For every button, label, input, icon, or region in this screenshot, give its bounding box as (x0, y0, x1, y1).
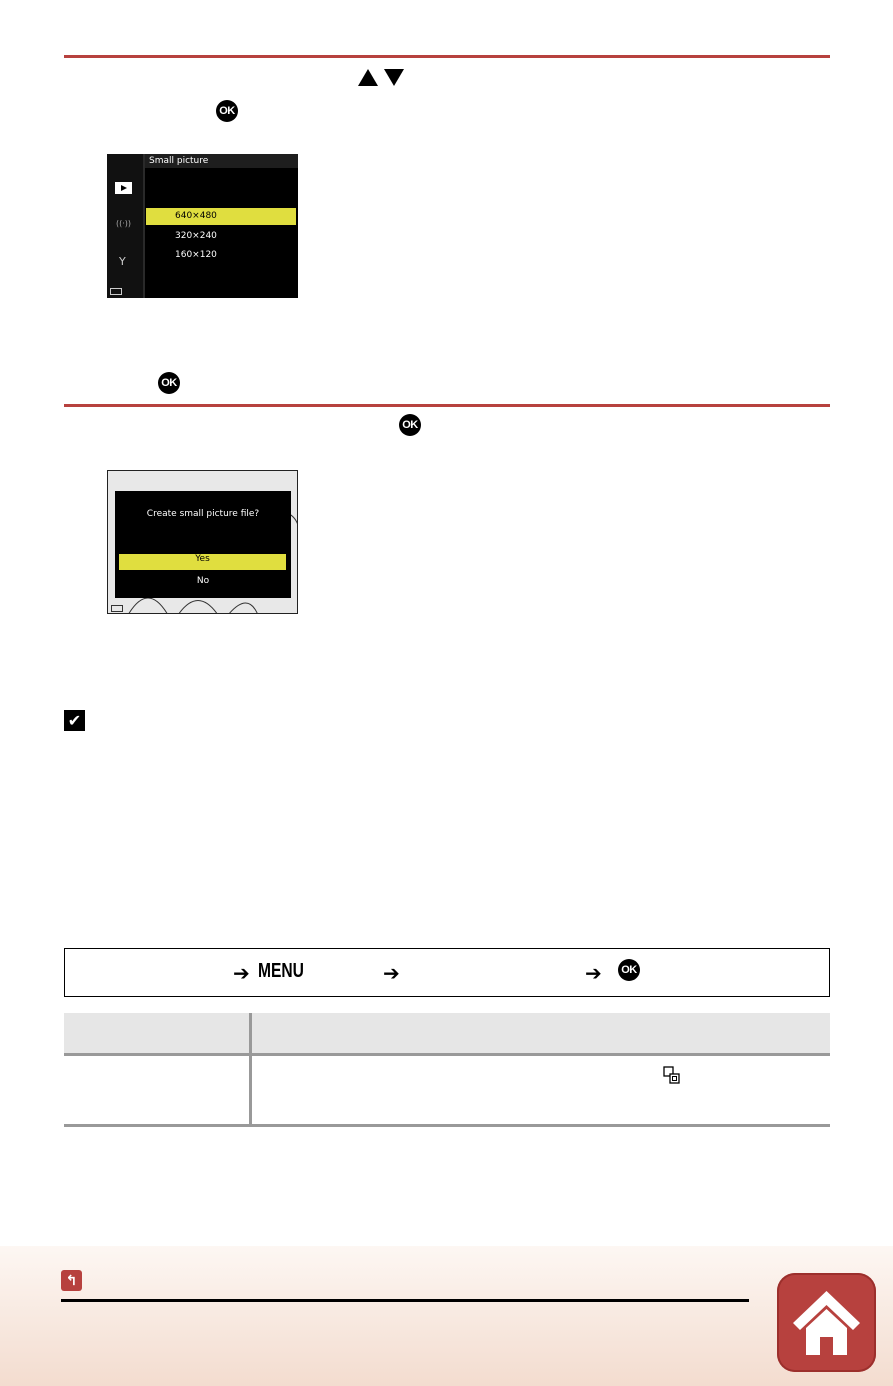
back-arrow-icon[interactable]: ↰ (61, 1270, 82, 1291)
menu-path-box (64, 948, 830, 997)
table-column-divider (249, 1013, 252, 1126)
playback-icon (115, 182, 132, 194)
ok-button-icon: OK (216, 100, 238, 122)
ok-button-icon: OK (618, 959, 640, 981)
battery-icon (110, 288, 122, 295)
arrow-icon: ➔ (383, 961, 400, 985)
camera-screen-confirm (107, 470, 298, 614)
ok-button-icon: OK (399, 414, 421, 436)
menu-button-label: MENU (258, 960, 304, 982)
option-320x240[interactable]: 320×240 (175, 231, 217, 241)
note-check-icon: ✔ (64, 710, 85, 731)
table-header (64, 1013, 830, 1055)
wireless-icon: ((·)) (116, 219, 132, 228)
screen-title: Small picture (149, 156, 209, 166)
footer-rule (61, 1299, 749, 1302)
footer (0, 1246, 893, 1386)
section-rule-top (64, 55, 830, 58)
home-button[interactable] (777, 1273, 876, 1372)
home-icon (777, 1273, 876, 1372)
table-rule (64, 1053, 830, 1056)
option-640x480[interactable]: 640×480 (146, 208, 296, 225)
confirm-dialog (115, 491, 291, 598)
small-picture-icon (663, 1066, 681, 1086)
arrow-icon: ➔ (233, 961, 250, 985)
battery-icon (111, 605, 123, 612)
arrow-icon: ➔ (585, 961, 602, 985)
yes-option[interactable]: Yes (119, 554, 286, 570)
table-rule-bottom (64, 1124, 830, 1127)
option-160x120[interactable]: 160×120 (175, 250, 217, 260)
no-option[interactable]: No (196, 576, 210, 586)
setup-wrench-icon: Y (119, 255, 126, 268)
camera-screen-small-picture (107, 154, 298, 298)
ok-button-icon: OK (158, 372, 180, 394)
section-rule-mid (64, 404, 830, 407)
confirm-question: Create small picture file? (146, 509, 260, 519)
up-arrow-icon (358, 69, 378, 86)
down-arrow-icon (384, 69, 404, 86)
